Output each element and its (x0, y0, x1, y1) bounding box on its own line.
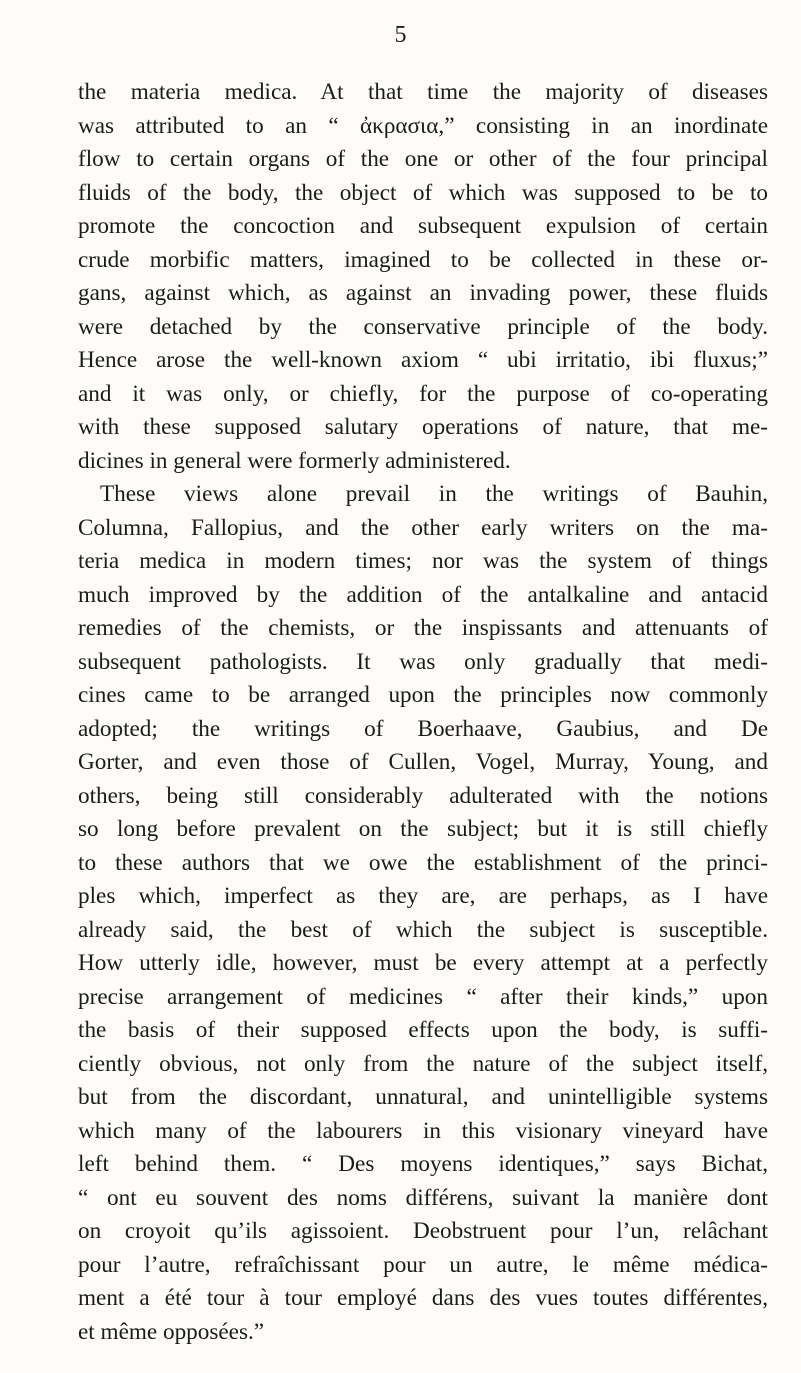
text-line: gans, against which, as against an invading power, these fluids (78, 280, 768, 306)
text-line: and it was only, or chiefly, for the purpose of co-operating (78, 380, 768, 407)
text-line: These views alone prevail in the writings of Bauhin, (100, 481, 768, 507)
text-line: the basis of their supposed effects upon the body, is suffi- (78, 1017, 768, 1043)
text-line: cines came to be arranged upon the principles now commonly (78, 682, 768, 708)
text-line: dicines in general were formerly administered. (78, 447, 511, 474)
text-line: with these supposed salutary operations of nature, that me- (78, 414, 768, 440)
text-line: on croyoit qu’ils agissoient. Deobstruent pour l’un, relâchant (78, 1218, 768, 1244)
text-line: which many of the labourers in this visionary vineyard have (78, 1117, 768, 1144)
text-line: subsequent pathologists. It was only gradually that medi- (78, 648, 768, 675)
text-line: crude morbific matters, imagined to be collected in these or- (78, 246, 768, 273)
text-line: adopted; the writings of Boerhaave, Gaubius, and De (78, 715, 768, 742)
text-line: How utterly idle, however, must be every attempt at a perfectly (78, 950, 768, 976)
text-line: Hence arose the well-known axiom “ ubi irritatio, ibi fluxus;” (78, 347, 768, 373)
text-line: others, being still considerably adulterated with the notions (78, 782, 768, 809)
text-line: was attributed to an “ ἀκρασια,” consisting in an inordinate (78, 112, 768, 139)
text-line: remedies of the chemists, or the inspissants and attenuants of (78, 615, 768, 641)
text-line: ciently obvious, not only from the nature of the subject itself, (78, 1050, 768, 1077)
text-line: the materia medica. At that time the majority of diseases (78, 79, 768, 105)
page-number: 5 (394, 22, 407, 48)
text-line: flow to certain organs of the one or other of the four principal (78, 146, 768, 172)
text-line: promote the concoction and subsequent expulsion of certain (78, 213, 768, 239)
text-line: to these authors that we owe the establishment of the princi- (78, 849, 768, 876)
text-line: et même opposées.” (78, 1318, 265, 1345)
text-line: were detached by the conservative principle of the body. (78, 313, 768, 340)
text-line: Columna, Fallopius, and the other early writers on the ma- (78, 514, 768, 541)
text-line: left behind them. “ Des moyens identiques,” says Bichat, (78, 1151, 768, 1177)
text-line: “ ont eu souvent des noms différens, suivant la manière dont (78, 1184, 768, 1211)
text-line: fluids of the body, the object of which was supposed to be to (78, 179, 768, 206)
text-line: pour l’autre, refraîchissant pour un autre, le même médica- (78, 1251, 768, 1278)
text-line: much improved by the addition of the antalkaline and antacid (78, 581, 768, 608)
text-line: so long before prevalent on the subject; but it is still chiefly (78, 816, 768, 842)
text-line: Gorter, and even those of Cullen, Vogel, Murray, Young, and (78, 749, 768, 775)
text-line: already said, the best of which the subject is susceptible. (78, 916, 768, 943)
text-line: ples which, imperfect as they are, are perhaps, as I have (78, 883, 768, 909)
text-line: precise arrangement of medicines “ after their kinds,” upon (78, 983, 768, 1010)
body-text (78, 76, 768, 1349)
text-line: but from the discordant, unnatural, and unintelligible systems (78, 1084, 768, 1110)
text-line: teria medica in modern times; nor was the system of things (78, 548, 768, 574)
text-line: ment a été tour à tour employé dans des vues toutes différentes, (78, 1285, 768, 1311)
